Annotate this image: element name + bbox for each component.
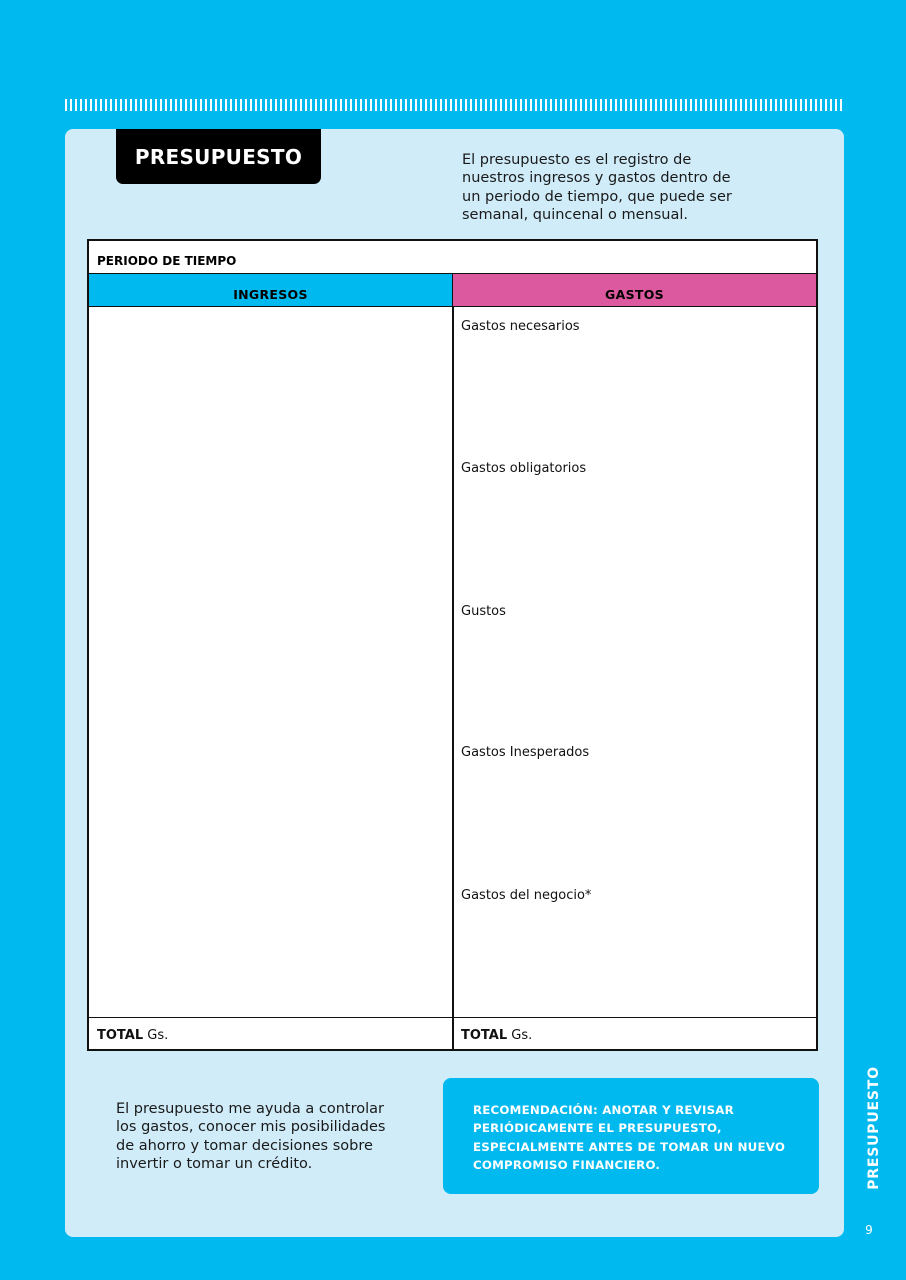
period-label: PERIODO DE TIEMPO xyxy=(97,254,237,268)
gastos-header: GASTOS xyxy=(453,274,816,307)
gastos-obligatorios-label: Gastos obligatorios xyxy=(461,461,587,476)
gastos-necesarios-label: Gastos necesarios xyxy=(461,319,580,334)
intro-text: El presupuesto es el registro de nuestros ingresos y gastos dentro de un periodo de tiempo, que puede ser semanal, quincenal o mensual. xyxy=(462,152,732,223)
column-divider xyxy=(452,307,454,1051)
ingresos-column[interactable] xyxy=(89,307,452,1017)
total-ingresos-cell[interactable] xyxy=(97,1028,168,1043)
gastos-negocio-label: Gastos del negocio* xyxy=(461,888,592,903)
total-gastos-currency: Gs. xyxy=(511,1028,533,1043)
recommendation-box xyxy=(443,1078,819,1194)
ingresos-header: INGRESOS xyxy=(89,274,453,307)
total-gastos-cell[interactable] xyxy=(461,1028,532,1043)
decorative-tick-bar xyxy=(65,99,845,111)
budget-table xyxy=(87,239,818,1051)
recommendation-text: RECOMENDACIÓN: ANOTAR Y REVISAR PERIÓDICAMENTE EL PRESUPUESTO, ESPECIALMENTE ANTES DE TOMAR UN NUEVO COMPROMISO FINANCIERO. xyxy=(473,1103,786,1172)
total-row xyxy=(89,1017,816,1049)
total-gastos-label: TOTAL xyxy=(461,1028,508,1043)
side-section-label: PRESUPUESTO xyxy=(866,1066,882,1190)
total-ingresos-currency: Gs. xyxy=(147,1028,169,1043)
page-number: 9 xyxy=(865,1223,873,1237)
gustos-label: Gustos xyxy=(461,604,506,619)
total-ingresos-label: TOTAL xyxy=(97,1028,144,1043)
page-title: PRESUPUESTO xyxy=(116,129,321,184)
outro-text: El presupuesto me ayuda a controlar los gastos, conocer mis posibilidades de ahorro y tomar decisiones sobre invertir o tomar un crédito. xyxy=(116,1101,386,1172)
period-row[interactable] xyxy=(89,241,816,274)
gastos-inesperados-label: Gastos Inesperados xyxy=(461,745,590,760)
